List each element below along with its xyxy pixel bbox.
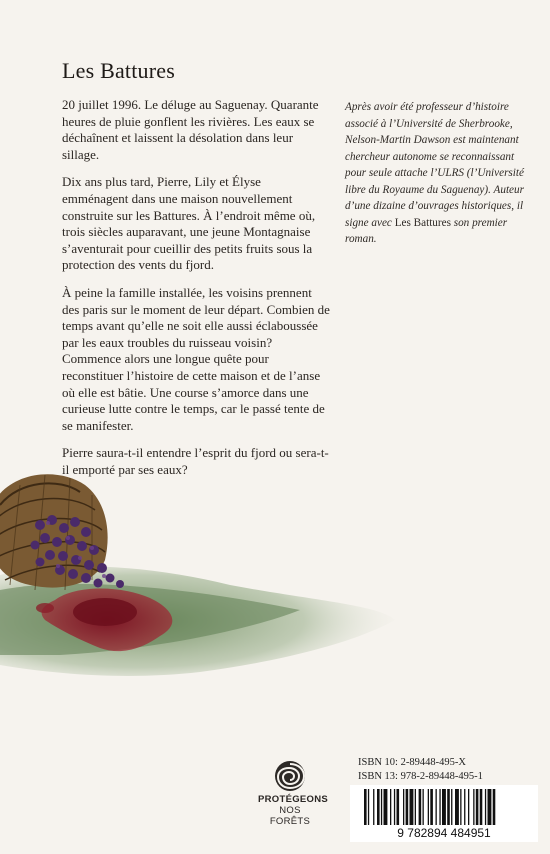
- barcode-bar: [423, 789, 424, 825]
- barcode-bar: [415, 789, 416, 825]
- isbn-10: ISBN 10: 2-89448-495-X: [358, 757, 466, 768]
- synopsis-paragraph: À peine la famille installée, les voisins prennent des paris sur le moment de leur départ. Combien de temps avant qu’elle ne soit elle aussi éclaboussée par les eaux troubles du ruisseau voisin? Commence alors une longue quête pour reconstituer l’histoire de cette maison et de l’anse où elle est bâtie. Une course s’amorce dans une curieuse lutte contre le temps, car le passé tente de se manifester.: [62, 284, 330, 433]
- barcode-bar: [480, 789, 483, 825]
- barcode-bar: [455, 789, 459, 825]
- spilled-basket-illustration: [0, 460, 550, 690]
- barcode-bar: [468, 789, 469, 825]
- barcode-bar: [447, 789, 450, 825]
- barcode-bar: [373, 789, 374, 825]
- barcode-bar: [460, 789, 461, 825]
- barcode-bar: [364, 789, 367, 825]
- barcode-bar: [442, 789, 446, 825]
- barcode-bar: [377, 789, 380, 825]
- synopsis-paragraph: Pierre saura-t-il entendre l’esprit du fjord ou sera-t-il emporté par ses eaux?: [62, 445, 329, 477]
- barcode-bar: [390, 789, 391, 825]
- barcode-bar: [451, 789, 452, 825]
- barcode-bar: [406, 789, 409, 825]
- barcode-bar: [476, 789, 479, 825]
- synopsis-paragraph: Dix ans plus tard, Pierre, Lily et Élyse emménagent dans une maison nouvellement construite sur les Battures. À l’endroit même où, trois siècles auparavant, une jeune Montagnaise s’aventurait pour cueillir des petits fruits sous la protection des vents du fjord.: [62, 174, 316, 273]
- barcode-bar: [403, 789, 404, 825]
- barcode-bar: [439, 789, 440, 825]
- barcode-bar: [394, 789, 395, 825]
- synopsis-paragraph: 20 juillet 1996. Le déluge au Saguenay. Quarante heures de pluie gonflent les rivières. Les eaux se déchaînent et laissent la désolation dans leur sillage.: [62, 97, 319, 162]
- barcode-bar: [464, 789, 465, 825]
- barcode-bars: [350, 785, 538, 827]
- synopsis: [62, 97, 330, 489]
- barcode-bar: [419, 789, 422, 825]
- basket: [0, 474, 108, 590]
- barcode-bar: [381, 789, 382, 825]
- isbn-13: ISBN 13: 978-2-89448-495-1: [358, 771, 483, 782]
- barcode-bar: [384, 789, 388, 825]
- barcode-bar: [428, 789, 429, 825]
- barcode-bar: [430, 789, 433, 825]
- barcode-bar: [473, 789, 474, 825]
- barcode-bar: [397, 789, 400, 825]
- logo-line-1: PROTÉGEONS: [258, 794, 329, 805]
- book-title: Les Battures: [62, 58, 175, 83]
- barcode-bar: [410, 789, 414, 825]
- author-bio-text: Après avoir été professeur d’histoire associé à l’Université de Sherbrooke, Nelson-Martin Dawson est maintenant chercheur autonome se reconnaissant pour seule attache l’ULRS (l’Université libre du Royaume du Saguenay). Auteur d’une dizaine d’ouvrages historiques, il signe avec: [345, 101, 524, 229]
- logo-line-2: NOS FORÊTS: [269, 805, 311, 827]
- spiral-tree-rings-icon: [270, 760, 310, 792]
- author-bio-text-end: son premier roman.: [345, 216, 508, 245]
- protect-forests-logo: [258, 760, 329, 827]
- barcode-bar: [485, 789, 486, 825]
- barcode-bar: [493, 789, 496, 825]
- barcode-bar: [436, 789, 437, 825]
- author-bio-book-title: Les Battures: [394, 216, 451, 229]
- barcode-bar: [368, 789, 369, 825]
- barcode-bar: [488, 789, 492, 825]
- author-bio: [345, 99, 530, 248]
- barcode-number: 9 782894 484951: [350, 826, 538, 840]
